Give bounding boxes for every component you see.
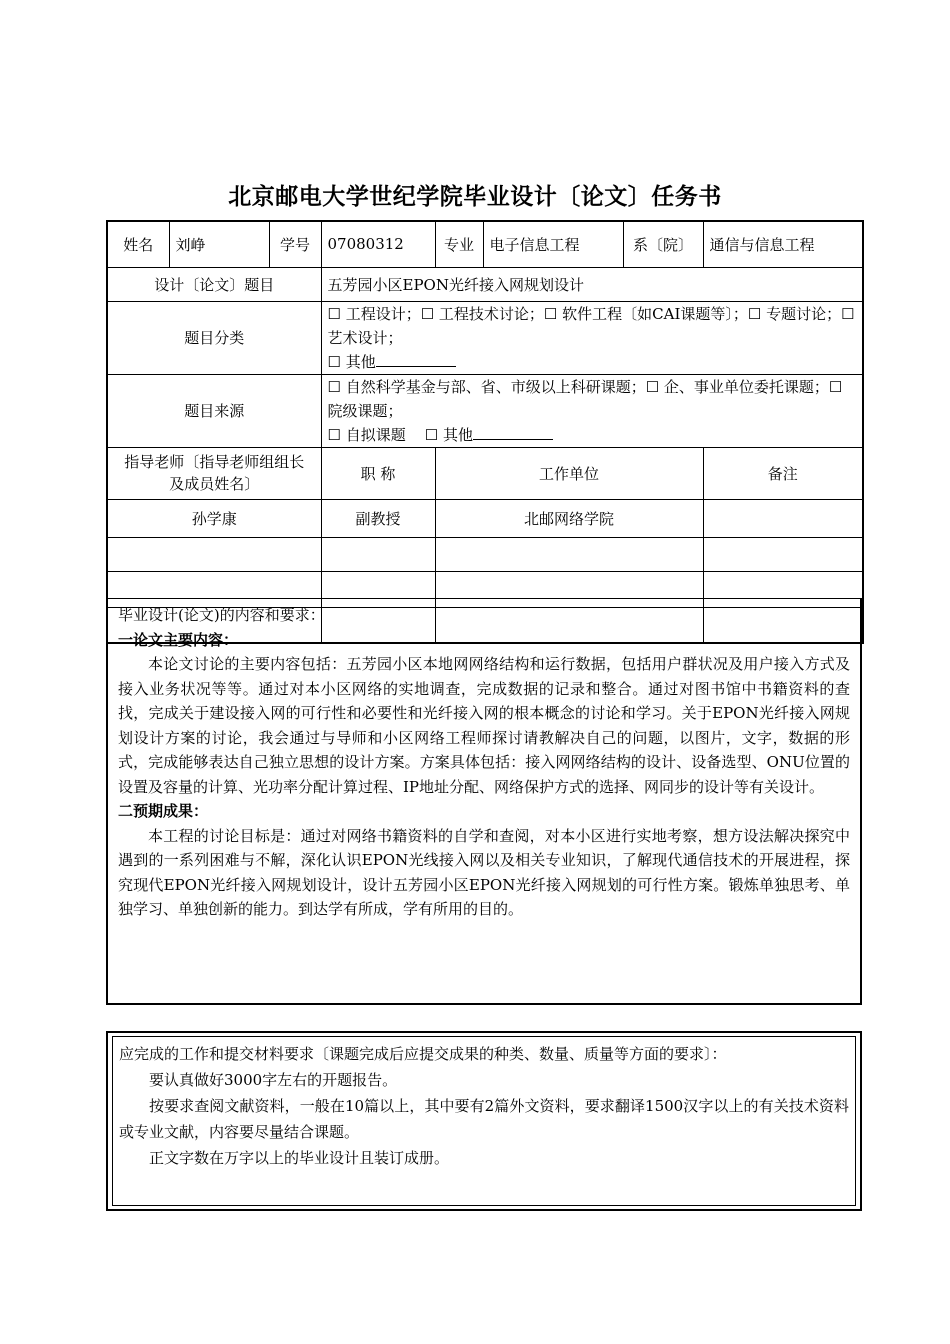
source-other: ☐ 其他 [424,425,474,444]
advisor-note [703,499,863,537]
student-id-value: 07080312 [321,221,435,267]
source-label: 题目来源 [107,374,321,447]
major-value: 电子信息工程 [483,221,623,267]
other-blank [376,352,456,367]
content-heading: 毕业设计(论文)的内容和要求： [118,606,325,624]
name-label: 姓名 [107,221,169,267]
topic-row [107,267,863,301]
student-info-row [107,221,863,267]
source-row [107,374,863,447]
advisor-header-row [107,447,863,499]
info-table [106,220,864,644]
section-1-text: 本论文讨论的主要内容包括：五芳园小区本地网网络结构和运行数据，包括用户群状况及用户接入方式及接入业务状况等等。通过对本小区网络的实地调查，完成数据的记录和整合。通过对图书馆中书籍资料的查找，完成关于建设接入网的可行性和必要性和光纤接入网的根本概念的讨论和学习。关于EPON光纤接入网规划设计方案的讨论，我会通过与导师和小区网络工程师探讨请教解决自己的问题，以图片，文字，数据的形式，完成能够表达自己独立思想的设计方案。方案具体包括：接入网网络结构的设计、设备选型、ONU位置的设置及容量的计算、光功率分配计算过程、IP地址分配、网络保护方式的选择、网同步的设计等有关设计。 [118,655,850,796]
requirements-inner [112,1036,856,1206]
requirement-item: 正文字数在万字以上的毕业设计且装订成册。 [149,1149,450,1167]
content-section [106,598,862,1005]
requirements-heading: 应完成的工作和提交材料要求〔课题完成后应提交成果的种类、数量、质量等方面的要求〕： [119,1045,727,1063]
source-options [321,374,863,447]
category-line-2 [328,350,857,374]
category-other: ☐ 其他 [327,352,376,371]
category-line-1: ☐ 工程设计；☐ 工程技术讨论；☐ 软件工程〔如CAI课题等〕；☐ 专题讨论；☐艺术设计； [327,304,855,347]
advisor-header-note: 备注 [703,447,863,499]
requirement-item: 要认真做好3000字左右的开题报告。 [149,1071,398,1089]
topic-label: 设计〔论文〕题目 [107,267,321,301]
advisor-title: 副教授 [321,499,435,537]
page-title: 北京邮电大学世纪学院毕业设计〔论文〕任务书 [228,184,722,210]
advisor-header-name: 指导老师〔指导老师组组长及成员姓名〕 [107,447,321,499]
other-blank [473,425,553,440]
category-row [107,301,863,374]
advisor-row [107,537,863,571]
source-self: ☐ 自拟课题 [327,425,406,444]
source-line-2 [328,423,857,447]
department-value: 通信与信息工程 [703,221,863,267]
requirement-item: 按要求查阅文献资料，一般在10篇以上，其中要有2篇外文资料，要求翻译1500汉字以上的有关技术资料或专业文献，内容要尽量结合课题。 [119,1097,849,1141]
name-value: 刘峥 [169,221,269,267]
major-label: 专业 [435,221,483,267]
requirements-section [106,1031,862,1211]
advisor-row [107,499,863,537]
source-line-1: ☐ 自然科学基金与部、省、市级以上科研课题；☐ 企、事业单位委托课题；☐ 院级课题； [327,377,843,420]
advisor-title [321,537,435,571]
advisor-header-title: 职 称 [321,447,435,499]
section-2-text: 本工程的讨论目标是：通过对网络书籍资料的自学和查阅，对本小区进行实地考察，想方设法解决探究中遇到的一系列困难与不解，深化认识EPON光线接入网以及相关专业知识，了解现代通信技术的开展进程，探究现代EPON光纤接入网规划设计，设计五芳园小区EPON光纤接入网规划的可行性方案。锻炼单独思考、单独学习、单独创新的能力。到达学有所成，学有所用的目的。 [118,826,850,918]
section-2-title: 二预期成果： [118,802,209,820]
advisor-name [107,537,321,571]
category-options [321,301,863,374]
advisor-unit: 北邮网络学院 [435,499,703,537]
topic-value: 五芳园小区EPON光纤接入网规划设计 [321,267,863,301]
advisor-unit [435,537,703,571]
department-label: 系〔院〕 [623,221,703,267]
advisor-header-unit: 工作单位 [435,447,703,499]
advisor-name: 孙学康 [107,499,321,537]
category-label: 题目分类 [107,301,321,374]
section-1-title: 一论文主要内容： [118,630,239,649]
advisor-note [703,537,863,571]
student-id-label: 学号 [269,221,321,267]
